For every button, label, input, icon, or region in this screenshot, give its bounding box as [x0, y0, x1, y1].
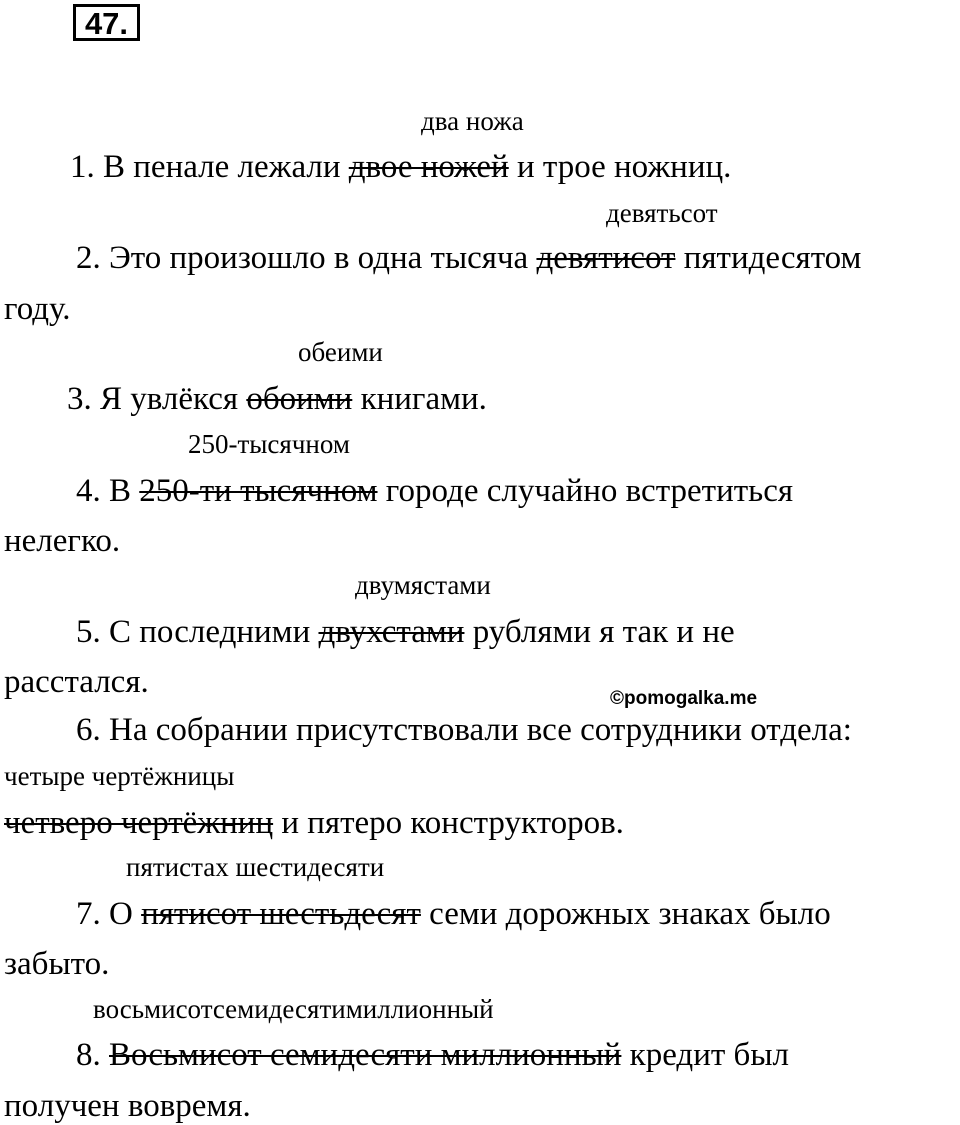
sentence-text: семи дорожных знаках было	[420, 896, 831, 932]
exercise-number: 47.	[73, 4, 140, 41]
sentence-text: 4. В	[76, 473, 140, 509]
correction-7: пятистах шестидесяти	[126, 852, 385, 882]
sentence-text: пятидесятом	[675, 240, 862, 276]
correction-1: два ножа	[421, 106, 524, 136]
sentence-text: 2. Это произошло в одна тысяча	[76, 240, 537, 276]
sentence-5-line-2: расстался.	[4, 664, 149, 700]
sentence-3-line-1	[67, 381, 487, 417]
sentence-1-line-1	[70, 149, 731, 185]
struck-word: девятисот	[536, 240, 676, 276]
sentence-2-line-2: году.	[4, 291, 71, 327]
sentence-6-intro: 6. На собрании присутствовали все сотрудники отдела:	[76, 712, 852, 748]
correction-3: обеими	[298, 337, 383, 367]
sentence-4-line-1	[76, 473, 793, 509]
correction-5: двумястами	[355, 570, 491, 600]
sentence-text: 1. В пенале лежали	[70, 149, 349, 185]
sentence-text: 5. С последними	[76, 614, 319, 650]
sentence-7-line-1	[76, 896, 831, 932]
correction-4: 250-тысячном	[188, 429, 350, 459]
sentence-4-line-2: нелегко.	[4, 523, 121, 559]
sentence-8-line-2: получен вовремя.	[4, 1088, 251, 1124]
sentence-text: 8.	[76, 1037, 109, 1073]
sentence-5-line-1	[76, 614, 735, 650]
correction-6: четыре чертёжницы	[4, 761, 235, 791]
struck-word: пятисот шестьдесят	[141, 896, 421, 932]
struck-word: 250-ти тысячном	[139, 473, 378, 509]
correction-2: девятьсот	[606, 198, 718, 228]
struck-word: Восьмисот семидесяти миллионный	[109, 1037, 622, 1073]
sentence-text: рублями я так и не	[464, 614, 735, 650]
sentence-text: 3. Я увлёкся	[67, 381, 247, 417]
watermark: ©pomogalka.me	[610, 688, 758, 709]
correction-8: восьмисотсемидесятимиллионный	[93, 994, 494, 1024]
sentence-text: кредит был	[621, 1037, 789, 1073]
sentence-7-line-2: забыто.	[4, 946, 110, 982]
sentence-2-line-1	[76, 240, 861, 276]
sentence-text: и пятеро конструкторов.	[273, 805, 624, 841]
sentence-text: 7. О	[76, 896, 142, 932]
sentence-6-line-1	[4, 805, 624, 841]
struck-word: четверо чертёжниц	[4, 805, 274, 841]
sentence-8-line-1	[76, 1037, 789, 1073]
struck-word: обоими	[246, 381, 353, 417]
sentence-text: книгами.	[352, 381, 487, 417]
struck-word: двухстами	[318, 614, 465, 650]
sentence-text: и трое ножниц.	[508, 149, 732, 185]
sentence-text: городе случайно встретиться	[377, 473, 794, 509]
struck-word: двое ножей	[348, 149, 509, 185]
